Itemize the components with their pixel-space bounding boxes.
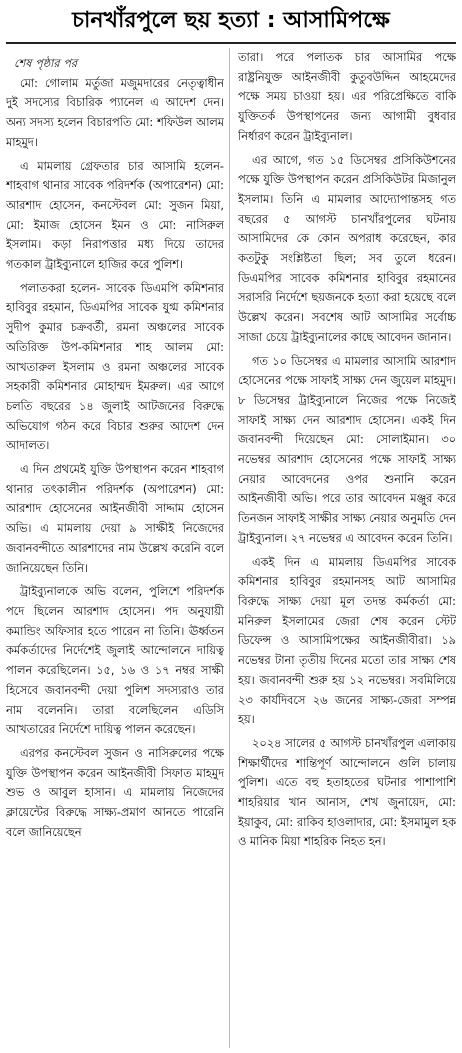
article-paragraph: মো: গোলাম মর্তুজা মজুমদারের নেতৃত্বাধীন দুই সদস্যের বিচারিক প্যানেল এ আদেশ দেন। অন্য সদস্য হলেন বিচারপতি মো: শফিউল আলম মাহমুদ।	[6, 76, 224, 149]
article-paragraph: এরপর কনস্টেবল সুজন ও নাসিরুলের পক্ষে যুক্তি উপস্থাপন করেন আইনজীবী সিফাত মাহমুদ শুভ ও আবুল হাসান। এ মামলায় নিজেদের ক্লায়েন্টের বিরুদ্ধে সাক্ষ্য-প্রমাণ আনতে পারেনি বলে জানিয়েছেন	[6, 746, 224, 839]
article-paragraph: একই দিন এ মামলায় ডিএমপির সাবেক কমিশনার হাবিবুর রহমানসহ আট আসামির বিরুদ্ধে সাক্ষ্য দেয়া মূল তদন্ত কর্মকর্তা মো: মনিরুল ইসলামের জেরা শেষ করেন স্টেট ডিফেন্স ও আসামিপক্ষের আইনজীবীরা। ১৯ নভেম্বর টানা তৃতীয় দিনের মতো তার সাক্ষ্য শেষ হয়। জবানবন্দী শুরু হয় ১২ নভেম্বর। সবমিলিয়ে ২৩ কার্যদিবসে ২৬ জনের সাক্ষ্য-জেরা সম্পন্ন হয়।	[238, 555, 456, 727]
right-column	[238, 48, 456, 1051]
headline: চানখাঁরপুলে ছয় হত্যা : আসামিপক্ষে	[72, 8, 390, 33]
article-paragraph: ২০২৪ সালের ৫ আগস্ট চানখাঁরপুল এলাকায় শিক্ষার্থীদের শান্তিপূর্ণ আন্দোলনে গুলি চালায় পুলিশ। এতে বহু হতাহতের ঘটনার পাশাপাশি শাহরিয়ার খান আনাস, শেখ জুনায়েদ, মো: ইয়াকুব, মো: রাকিব হাওলাদার, মো: ইসমামুল হক ও মানিক মিয়া শাহরিক নিহত হন।	[238, 736, 456, 849]
article-paragraph: গত ১০ ডিসেম্বর এ মামলার আসামি আরশাদ হোসেনের পক্ষে সাফাই সাক্ষ্য দেন জুয়েল মাহমুদ। ৮ ডিসেম্বর ট্রাইব্যুনালে নিজের পক্ষে নিজেই সাফাই সাক্ষ্য দেন আরশাদ হোসেন। একই দিন জবানবন্দী দিয়েছেন মো: সোলাইমান। ৩০ নভেম্বর আরশাদ হোসেনের পক্ষে সাফাই সাক্ষ্য নেয়ার আবেদনের ওপর শুনানি করেন আইনজীবী অভি। পরে তার আবেদন মঞ্জুর করে তিনজন সাফাই সাক্ষীর সাক্ষ্য নেয়ার অনুমতি দেন ট্রাইব্যুনাল। ২৭ নভেম্বর এ আবেদন করেন তিনি।	[238, 354, 456, 545]
jump-line: শেষ পৃষ্ঠার পর	[14, 57, 78, 70]
article-paragraph: পলাতকরা হলেন- সাবেক ডিএমপি কমিশনার হাবিবুর রহমান, ডিএমপির সাবেক যুগ্ম কমিশনার সুদীপ কুমার চক্রবর্তী, রমনা অঞ্চলের সাবেক অতিরিক্ত উপ-কমিশনার শাহ আলম মো: আখতারুল ইসলাম ও রমনা অঞ্চলের সাবেক সহকারী কমিশনার মোহাম্মদ ইমরুল। এর আগে চলতি বছরের ১৪ জুলাই আটজনের বিরুদ্ধে অভিযোগ গঠন করে বিচার শুরুর আদেশ দেন আদালত।	[6, 281, 224, 453]
left-column	[6, 48, 224, 1051]
article-paragraph: ট্রাইব্যুনালকে অভি বলেন, পুলিশে পরিদর্শক পদে ছিলেন আরশাদ হোসেন। পদ অনুযায়ী কমান্ডিং অফিসার হতে পারেন না তিনি। ঊর্ধ্বতন কর্মকর্তাদের নির্দেশেই জুলাই আন্দোলনে দায়িত্ব পালন করেছিলেন। ১৫, ১৬ ও ১৭ নম্বর সাক্ষী হিসেবে জবানবন্দী দেয়া পুলিশ সদস্যরাও তার নাম বলেননি। তারা বলেছিলেন এডিসি আখতারের নির্দেশে দায়িত্ব পালন করেছেন।	[6, 585, 224, 737]
column-divider	[229, 48, 230, 1048]
article-paragraph: এর আগে, গত ১৫ ডিসেম্বর প্রসিকিউশনের পক্ষে যুক্তি উপস্থাপন করেন প্রসিকিউটর মিজানুল ইসলাম। তিনি এ মামলার আদ্যোপান্তসহ গত বছরের ৫ আগস্ট চানখাঁরপুলের ঘটনায় আসামিদের কে কোন অপরাধ করেছেন, কার কতটুকু সংশ্লিষ্টতা ছিল; সব তুলে ধরেন। ডিএমপির সাবেক কমিশনার হাবিবুর রহমানের সরাসরি নির্দেশে ছয়জনকে হত্যা করা হয়েছে বলে উল্লেখ করেন। সবশেষ আট আসামির সর্বোচ্চ সাজা চেয়ে ট্রাইব্যুনালের কাছে আবেদন জানান।	[238, 153, 456, 344]
headline-rule	[6, 42, 456, 44]
article-paragraph: এ মামলায় গ্রেফতার চার আসামি হলেন- শাহবাগ থানার সাবেক পরিদর্শক (অপারেশন) মো: আরশাদ হোসেন, কনস্টেবল মো: সুজন মিয়া, মো: ইমাজ হোসেন ইমন ও মো: নাসিরুল ইসলাম। কড়া নিরাপত্তার মধ্য দিয়ে তাদের গতকাল ট্রাইব্যুনালে হাজির করে পুলিশ।	[6, 159, 224, 272]
article-paragraph: এ দিন প্রথমেই যুক্তি উপস্থাপন করেন শাহবাগ থানার তৎকালীন পরিদর্শক (অপারেশন) মো: আরশাদ হোসেনের আইনজীবী সাদ্দাম হোসেন অভি। এ মামলায় দেয়া ৯ সাক্ষীই নিজেদের জবানবন্দীতে আরশাদের নাম উল্লেখ করেনি বলে জানিয়েছেন তিনি।	[6, 463, 224, 575]
continued-paragraph: তারা। পরে পলাতক চার আসামির পক্ষে রাষ্ট্রনিযুক্ত আইনজীবী কুতুবউদ্দিন আহমেদের পক্ষে সময় চাওয়া হয়। এর পরিপ্রেক্ষিতে বাকি যুক্তিতর্ক উপস্থাপনের জন্য আগামী বুধবার নির্ধারণ করেন ট্রাইব্যুনাল।	[238, 51, 456, 143]
